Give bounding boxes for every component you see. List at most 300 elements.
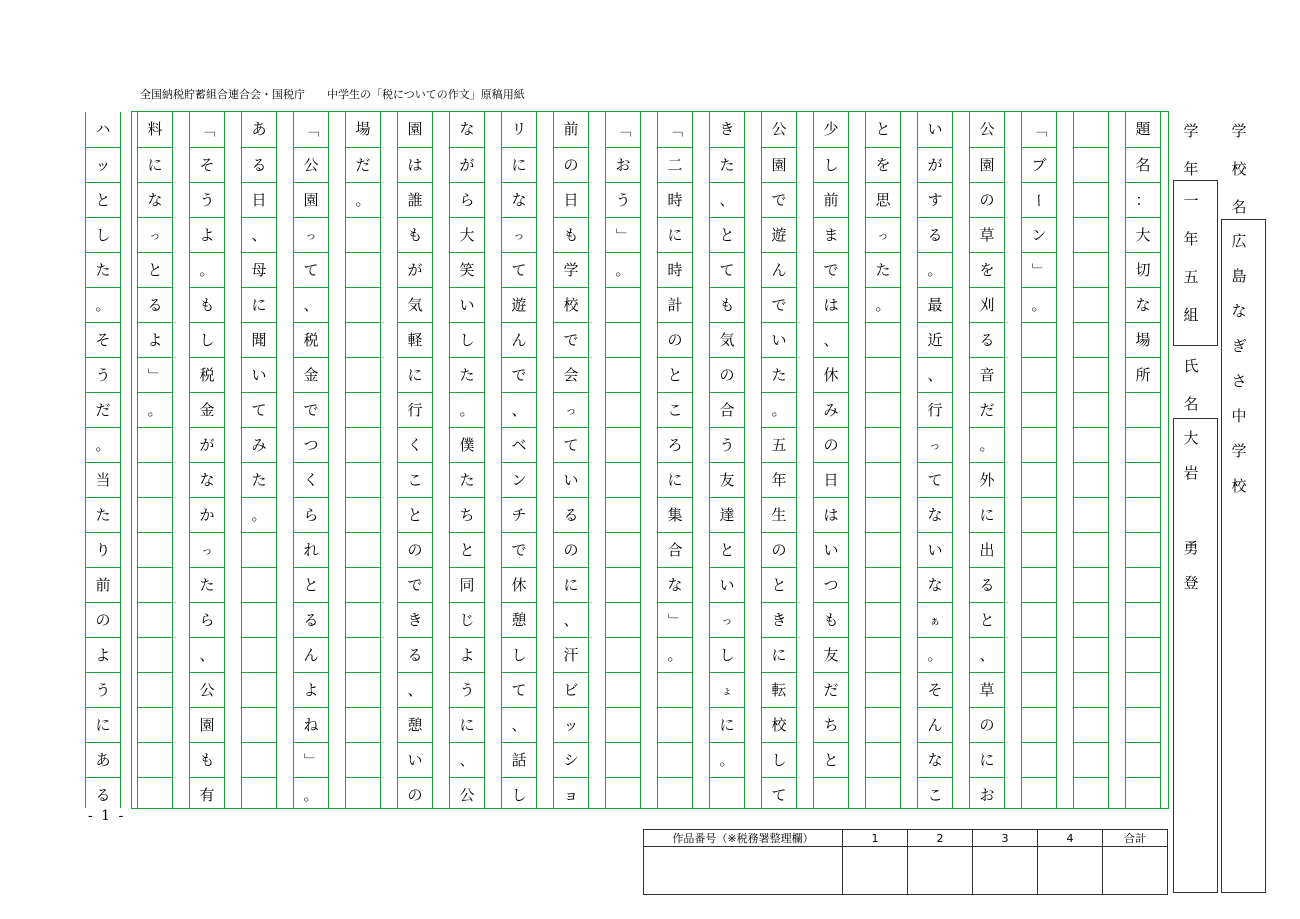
manuscript-cell: 、 bbox=[242, 217, 276, 252]
manuscript-cell: う bbox=[190, 182, 224, 217]
manuscript-cell bbox=[1074, 602, 1108, 637]
manuscript-cell: 園 bbox=[970, 147, 1004, 182]
manuscript-cell: る bbox=[970, 567, 1004, 602]
manuscript-column bbox=[813, 112, 849, 808]
manuscript-cell: 公 bbox=[294, 147, 328, 182]
manuscript-cell bbox=[606, 287, 640, 322]
manuscript-cell: 「 bbox=[1030, 121, 1049, 138]
manuscript-cell bbox=[1074, 742, 1108, 777]
manuscript-cell: で bbox=[762, 287, 796, 322]
manuscript-cell: く bbox=[294, 462, 328, 497]
manuscript-cell: よ bbox=[294, 672, 328, 707]
manuscript-cell: き bbox=[398, 602, 432, 637]
manuscript-cell bbox=[866, 462, 900, 497]
manuscript-cell: な bbox=[918, 497, 952, 532]
manuscript-cell: が bbox=[450, 147, 484, 182]
manuscript-cell bbox=[1074, 182, 1108, 217]
manuscript-cell: ベ bbox=[502, 427, 536, 462]
manuscript-cell: れ bbox=[294, 532, 328, 567]
manuscript-cell: 年 bbox=[762, 462, 796, 497]
manuscript-cell: ん bbox=[294, 637, 328, 672]
manuscript-cell bbox=[242, 567, 276, 602]
manuscript-cell: ン bbox=[1022, 217, 1056, 252]
manuscript-cell bbox=[866, 392, 900, 427]
manuscript-cell: じ bbox=[450, 602, 484, 637]
manuscript-cell: 金 bbox=[294, 357, 328, 392]
manuscript-cell: っ bbox=[294, 217, 328, 252]
manuscript-cell: リ bbox=[511, 120, 527, 138]
header-org: 全国納税貯蓄組合連合会・国税庁 bbox=[140, 88, 305, 101]
manuscript-cell: 生 bbox=[762, 497, 796, 532]
manuscript-cell: に bbox=[658, 462, 692, 497]
manuscript-cell: ち bbox=[814, 707, 848, 742]
manuscript-cell: ん bbox=[502, 322, 536, 357]
manuscript-cell bbox=[138, 742, 172, 777]
manuscript-cell: う bbox=[86, 672, 120, 707]
manuscript-cell: 「 bbox=[614, 121, 633, 138]
manuscript-cell: も bbox=[190, 287, 224, 322]
manuscript-cell: に bbox=[658, 217, 692, 252]
manuscript-cell bbox=[1126, 672, 1160, 707]
manuscript-cell: 少 bbox=[823, 120, 839, 138]
manuscript-cell bbox=[1074, 217, 1108, 252]
manuscript-cell: し bbox=[814, 147, 848, 182]
manuscript-cell bbox=[138, 497, 172, 532]
manuscript-cell: た bbox=[86, 497, 120, 532]
manuscript-cell bbox=[242, 672, 276, 707]
manuscript-cell: 、 bbox=[554, 602, 588, 637]
manuscript-cell: と bbox=[450, 532, 484, 567]
manuscript-cell: て bbox=[294, 252, 328, 287]
grade-value: 一 bbox=[1183, 192, 1199, 210]
manuscript-cell: あ bbox=[86, 742, 120, 777]
manuscript-cell: で bbox=[814, 252, 848, 287]
manuscript-cell bbox=[1022, 672, 1056, 707]
manuscript-grid bbox=[95, 111, 1169, 809]
manuscript-cell bbox=[866, 707, 900, 742]
manuscript-cell: い bbox=[918, 532, 952, 567]
manuscript-cell bbox=[346, 357, 380, 392]
manuscript-cell: 気 bbox=[398, 287, 432, 322]
manuscript-cell bbox=[242, 602, 276, 637]
manuscript-cell: 時 bbox=[658, 182, 692, 217]
manuscript-cell: っ bbox=[710, 602, 744, 637]
work-number-col-2: 2 bbox=[908, 830, 973, 847]
manuscript-cell: 、 bbox=[970, 637, 1004, 672]
form-header bbox=[140, 86, 525, 102]
grade-value: 五 bbox=[1183, 268, 1199, 286]
manuscript-cell: ハ bbox=[95, 120, 111, 138]
manuscript-cell: を bbox=[970, 252, 1004, 287]
manuscript-cell bbox=[1074, 637, 1108, 672]
manuscript-cell: 。 bbox=[866, 287, 900, 322]
manuscript-cell: ー bbox=[1022, 182, 1056, 217]
manuscript-cell: 軽 bbox=[398, 322, 432, 357]
manuscript-cell: 行 bbox=[398, 392, 432, 427]
name-given: 登 bbox=[1183, 574, 1199, 592]
manuscript-column bbox=[761, 112, 797, 808]
school-name: な bbox=[1231, 302, 1247, 320]
manuscript-cell: の bbox=[398, 777, 432, 812]
manuscript-cell: 。 bbox=[190, 252, 224, 287]
manuscript-cell bbox=[606, 322, 640, 357]
manuscript-cell bbox=[1074, 357, 1108, 392]
manuscript-cell: ぁ bbox=[918, 602, 952, 637]
school-label: 校 bbox=[1231, 160, 1247, 178]
manuscript-cell bbox=[1022, 392, 1056, 427]
manuscript-cell: も bbox=[814, 602, 848, 637]
manuscript-cell: で bbox=[502, 532, 536, 567]
manuscript-cell: い bbox=[554, 462, 588, 497]
manuscript-cell bbox=[658, 707, 692, 742]
manuscript-cell bbox=[658, 672, 692, 707]
manuscript-cell: お bbox=[606, 147, 640, 182]
manuscript-cell bbox=[606, 637, 640, 672]
manuscript-cell bbox=[346, 742, 380, 777]
manuscript-cell bbox=[866, 532, 900, 567]
manuscript-cell bbox=[606, 392, 640, 427]
manuscript-cell bbox=[138, 777, 172, 812]
manuscript-cell bbox=[346, 287, 380, 322]
manuscript-cell: 。 bbox=[346, 182, 380, 217]
manuscript-cell: 税 bbox=[190, 357, 224, 392]
manuscript-cell: 日 bbox=[242, 182, 276, 217]
manuscript-cell: て bbox=[502, 252, 536, 287]
manuscript-cell bbox=[1126, 602, 1160, 637]
manuscript-cell: 休 bbox=[814, 357, 848, 392]
manuscript-cell bbox=[1022, 497, 1056, 532]
manuscript-cell bbox=[866, 357, 900, 392]
manuscript-cell: 汗 bbox=[554, 637, 588, 672]
manuscript-cell: に bbox=[450, 707, 484, 742]
name-field[interactable] bbox=[1173, 418, 1218, 893]
manuscript-cell bbox=[606, 532, 640, 567]
manuscript-cell: お bbox=[970, 777, 1004, 812]
manuscript-cell bbox=[606, 672, 640, 707]
manuscript-cell: た bbox=[190, 567, 224, 602]
manuscript-cell: で bbox=[294, 392, 328, 427]
manuscript-cell: 、 bbox=[502, 707, 536, 742]
manuscript-cell: る bbox=[554, 497, 588, 532]
manuscript-cell: た bbox=[710, 147, 744, 182]
manuscript-column bbox=[345, 112, 381, 808]
manuscript-cell bbox=[1126, 427, 1160, 462]
manuscript-cell: 「 bbox=[666, 121, 685, 138]
manuscript-cell bbox=[866, 602, 900, 637]
manuscript-cell: た bbox=[450, 462, 484, 497]
manuscript-cell bbox=[606, 462, 640, 497]
manuscript-cell: 。 bbox=[138, 392, 172, 427]
manuscript-cell: 題 bbox=[1135, 120, 1151, 138]
manuscript-cell: に bbox=[138, 147, 172, 182]
manuscript-cell: 思 bbox=[866, 182, 900, 217]
manuscript-cell: 最 bbox=[918, 287, 952, 322]
manuscript-cell: 。 bbox=[658, 637, 692, 672]
work-number-cell[interactable] bbox=[1103, 847, 1168, 895]
manuscript-cell: く bbox=[398, 427, 432, 462]
manuscript-cell bbox=[866, 427, 900, 462]
manuscript-cell bbox=[346, 672, 380, 707]
manuscript-cell: ら bbox=[294, 497, 328, 532]
manuscript-cell bbox=[710, 777, 744, 812]
manuscript-cell: し bbox=[710, 637, 744, 672]
manuscript-cell bbox=[1074, 497, 1108, 532]
manuscript-cell: で bbox=[762, 182, 796, 217]
manuscript-cell bbox=[346, 252, 380, 287]
manuscript-cell: 園 bbox=[190, 707, 224, 742]
manuscript-cell bbox=[606, 707, 640, 742]
manuscript-cell bbox=[346, 532, 380, 567]
manuscript-cell: シ bbox=[554, 742, 588, 777]
manuscript-cell bbox=[1022, 357, 1056, 392]
manuscript-cell bbox=[346, 497, 380, 532]
manuscript-cell: み bbox=[814, 392, 848, 427]
manuscript-cell: が bbox=[398, 252, 432, 287]
manuscript-cell: た bbox=[866, 252, 900, 287]
manuscript-cell: す bbox=[918, 182, 952, 217]
manuscript-cell: ン bbox=[502, 462, 536, 497]
manuscript-cell bbox=[138, 462, 172, 497]
manuscript-cell: 園 bbox=[762, 147, 796, 182]
manuscript-cell: っ bbox=[502, 217, 536, 252]
manuscript-cell: で bbox=[554, 322, 588, 357]
manuscript-cell: に bbox=[242, 287, 276, 322]
manuscript-cell: き bbox=[762, 602, 796, 637]
manuscript-cell: っ bbox=[190, 532, 224, 567]
manuscript-cell bbox=[606, 777, 640, 812]
manuscript-cell: 話 bbox=[502, 742, 536, 777]
manuscript-cell: 学 bbox=[554, 252, 588, 287]
manuscript-cell bbox=[1126, 707, 1160, 742]
manuscript-cell bbox=[1074, 112, 1108, 147]
manuscript-cell: ビ bbox=[554, 672, 588, 707]
manuscript-cell: 公 bbox=[190, 672, 224, 707]
work-number-cell[interactable] bbox=[908, 847, 973, 895]
manuscript-cell: の bbox=[710, 357, 744, 392]
manuscript-cell: 合 bbox=[710, 392, 744, 427]
work-number-cell[interactable] bbox=[973, 847, 1038, 895]
manuscript-cell bbox=[1074, 147, 1108, 182]
manuscript-cell: る bbox=[294, 602, 328, 637]
manuscript-cell: 時 bbox=[658, 252, 692, 287]
name-family: 大 bbox=[1183, 429, 1199, 447]
manuscript-cell: に bbox=[398, 357, 432, 392]
manuscript-cell: も bbox=[554, 217, 588, 252]
manuscript-cell bbox=[1074, 287, 1108, 322]
work-number-cell[interactable] bbox=[644, 847, 843, 895]
manuscript-cell: っ bbox=[554, 392, 588, 427]
manuscript-cell: の bbox=[970, 707, 1004, 742]
manuscript-cell: に bbox=[502, 147, 536, 182]
manuscript-cell: 。 bbox=[450, 392, 484, 427]
manuscript-cell: 大 bbox=[450, 217, 484, 252]
manuscript-cell: 五 bbox=[762, 427, 796, 462]
manuscript-column bbox=[397, 112, 433, 808]
manuscript-cell: 公 bbox=[771, 120, 787, 138]
manuscript-cell: な bbox=[459, 120, 475, 138]
manuscript-cell: と bbox=[658, 357, 692, 392]
manuscript-cell bbox=[606, 427, 640, 462]
manuscript-cell: 音 bbox=[970, 357, 1004, 392]
manuscript-cell: の bbox=[554, 532, 588, 567]
manuscript-cell: も bbox=[710, 287, 744, 322]
manuscript-cell bbox=[606, 357, 640, 392]
manuscript-cell: こ bbox=[658, 392, 692, 427]
manuscript-cell: ら bbox=[450, 182, 484, 217]
manuscript-cell: 公 bbox=[450, 777, 484, 812]
work-number-cell[interactable] bbox=[1038, 847, 1103, 895]
manuscript-column bbox=[241, 112, 277, 808]
manuscript-cell: 料 bbox=[147, 120, 163, 138]
manuscript-cell: た bbox=[762, 357, 796, 392]
manuscript-cell: て bbox=[762, 777, 796, 812]
manuscript-cell: 日 bbox=[814, 462, 848, 497]
manuscript-cell bbox=[346, 637, 380, 672]
manuscript-cell: 。 bbox=[918, 252, 952, 287]
manuscript-cell: 」 bbox=[606, 217, 640, 252]
manuscript-cell: 金 bbox=[190, 392, 224, 427]
manuscript-cell: な bbox=[190, 462, 224, 497]
manuscript-cell bbox=[242, 777, 276, 812]
manuscript-cell bbox=[1126, 637, 1160, 672]
manuscript-cell bbox=[1126, 392, 1160, 427]
manuscript-cell bbox=[1074, 322, 1108, 357]
manuscript-column bbox=[553, 112, 589, 808]
manuscript-cell: ッ bbox=[554, 707, 588, 742]
manuscript-cell: な bbox=[918, 742, 952, 777]
manuscript-cell: と bbox=[970, 602, 1004, 637]
manuscript-cell: 。 bbox=[710, 742, 744, 777]
manuscript-cell: 有 bbox=[190, 777, 224, 812]
manuscript-column bbox=[1125, 112, 1161, 808]
manuscript-column bbox=[917, 112, 953, 808]
manuscript-cell: は bbox=[814, 287, 848, 322]
manuscript-cell: 。 bbox=[86, 287, 120, 322]
manuscript-cell bbox=[1022, 462, 1056, 497]
manuscript-cell: い bbox=[927, 120, 943, 138]
manuscript-cell: に bbox=[86, 707, 120, 742]
manuscript-cell bbox=[138, 567, 172, 602]
name-label: 氏 bbox=[1183, 357, 1199, 375]
manuscript-column bbox=[657, 112, 693, 808]
manuscript-column bbox=[709, 112, 745, 808]
manuscript-cell: チ bbox=[502, 497, 536, 532]
manuscript-cell: し bbox=[86, 217, 120, 252]
manuscript-cell: っ bbox=[866, 217, 900, 252]
manuscript-cell: 会 bbox=[554, 357, 588, 392]
manuscript-cell: 、 bbox=[190, 637, 224, 672]
manuscript-cell bbox=[606, 497, 640, 532]
manuscript-cell bbox=[1022, 742, 1056, 777]
manuscript-cell bbox=[346, 707, 380, 742]
manuscript-cell: と bbox=[398, 497, 432, 532]
manuscript-cell: よ bbox=[138, 322, 172, 357]
manuscript-cell: し bbox=[762, 742, 796, 777]
name-label: 名 bbox=[1183, 395, 1199, 413]
work-number-col-1: 1 bbox=[843, 830, 908, 847]
manuscript-cell: は bbox=[814, 497, 848, 532]
grade-value: 組 bbox=[1183, 306, 1199, 324]
manuscript-column bbox=[189, 112, 225, 808]
manuscript-cell: と bbox=[762, 567, 796, 602]
manuscript-cell: 。 bbox=[86, 427, 120, 462]
manuscript-cell bbox=[866, 322, 900, 357]
manuscript-cell: 「 bbox=[302, 121, 321, 138]
manuscript-cell bbox=[606, 742, 640, 777]
school-label: 学 bbox=[1231, 122, 1247, 140]
manuscript-cell: 公 bbox=[979, 120, 995, 138]
manuscript-cell bbox=[242, 637, 276, 672]
manuscript-cell: て bbox=[710, 252, 744, 287]
school-name: ぎ bbox=[1231, 337, 1247, 355]
work-number-col-4: 4 bbox=[1038, 830, 1103, 847]
manuscript-cell: 行 bbox=[918, 392, 952, 427]
manuscript-cell bbox=[346, 602, 380, 637]
manuscript-column bbox=[969, 112, 1005, 808]
manuscript-cell: 誰 bbox=[398, 182, 432, 217]
manuscript-cell: 所 bbox=[1126, 357, 1160, 392]
manuscript-cell bbox=[1126, 462, 1160, 497]
manuscript-cell: 。 bbox=[242, 497, 276, 532]
manuscript-cell bbox=[1022, 427, 1056, 462]
manuscript-column bbox=[1021, 112, 1057, 808]
manuscript-cell: 園 bbox=[294, 182, 328, 217]
manuscript-cell bbox=[866, 567, 900, 602]
manuscript-cell: も bbox=[398, 217, 432, 252]
manuscript-cell bbox=[658, 777, 692, 812]
manuscript-cell bbox=[1074, 707, 1108, 742]
manuscript-cell: 計 bbox=[658, 287, 692, 322]
manuscript-cell: ち bbox=[450, 497, 484, 532]
manuscript-cell: な bbox=[918, 567, 952, 602]
manuscript-cell: っ bbox=[138, 217, 172, 252]
manuscript-cell bbox=[1022, 532, 1056, 567]
grade-label: 年 bbox=[1183, 160, 1199, 178]
manuscript-cell: 名 bbox=[1126, 147, 1160, 182]
manuscript-cell bbox=[138, 532, 172, 567]
manuscript-cell: る bbox=[138, 287, 172, 322]
manuscript-column bbox=[605, 112, 641, 808]
manuscript-cell bbox=[138, 672, 172, 707]
manuscript-cell bbox=[1074, 252, 1108, 287]
manuscript-cell: 僕 bbox=[450, 427, 484, 462]
manuscript-cell: 、 bbox=[294, 287, 328, 322]
manuscript-cell: 外 bbox=[970, 462, 1004, 497]
manuscript-cell: こ bbox=[398, 462, 432, 497]
manuscript-cell bbox=[1126, 532, 1160, 567]
manuscript-cell: ょ bbox=[710, 672, 744, 707]
manuscript-column bbox=[137, 112, 173, 808]
work-number-cell[interactable] bbox=[843, 847, 908, 895]
manuscript-cell: 笑 bbox=[450, 252, 484, 287]
manuscript-cell: な bbox=[502, 182, 536, 217]
manuscript-cell: 合 bbox=[658, 532, 692, 567]
page-number: - 1 - bbox=[88, 808, 126, 824]
manuscript-cell: ね bbox=[294, 707, 328, 742]
manuscript-cell bbox=[1126, 742, 1160, 777]
manuscript-cell: い bbox=[242, 357, 276, 392]
manuscript-cell: い bbox=[710, 567, 744, 602]
manuscript-cell: 校 bbox=[762, 707, 796, 742]
manuscript-cell: そ bbox=[86, 322, 120, 357]
manuscript-cell: ら bbox=[190, 602, 224, 637]
school-name: さ bbox=[1231, 372, 1247, 390]
school-name: 校 bbox=[1231, 477, 1247, 495]
manuscript-cell bbox=[1074, 427, 1108, 462]
manuscript-cell: て bbox=[242, 392, 276, 427]
manuscript-cell: る bbox=[242, 147, 276, 182]
name-given: 勇 bbox=[1183, 539, 1199, 557]
